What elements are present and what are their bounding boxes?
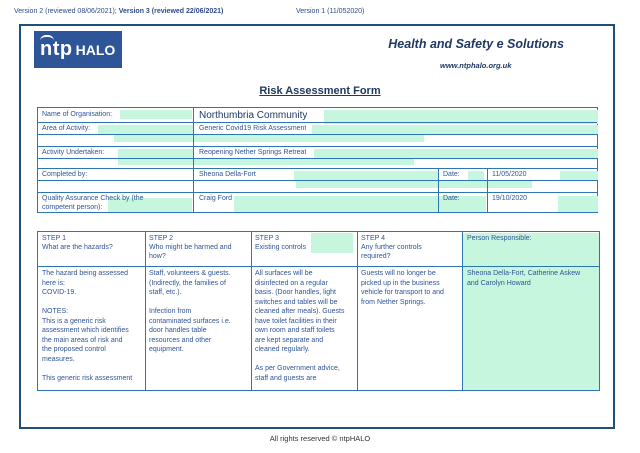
info-table xyxy=(37,107,598,213)
qa-label-line1: Quality Assurance Check by (the xyxy=(42,195,144,202)
qa-date-label: Date: xyxy=(443,195,460,202)
step3-body[interactable]: All surfaces will be disinfected on a regular basis. (Door handles, light switches and tables will be cleaned after meals). Guests have toilet facilities in their own room and staff toilets are kept separate and cleaned regularly. As per Government advice, staff and guests are xyxy=(255,270,345,382)
activity-value[interactable]: Reopening Nether Springs Retreat xyxy=(199,149,307,156)
step2-header: STEP 2 Who might be harmed and how? xyxy=(149,235,232,260)
qa-label-line2: competent person): xyxy=(42,204,103,211)
completed-date-value[interactable]: 11/05/2020 xyxy=(492,171,527,178)
step1-header: STEP 1 What are the hazards? xyxy=(42,235,113,251)
step2-body[interactable]: Staff, volunteers & guests. (Indirectly, the families of staff, etc.). Infection from contaminated surfaces i.e. door handles table resources and other equipment. xyxy=(149,270,231,353)
ntphalo-logo: ntp HALO xyxy=(34,31,122,68)
completed-value[interactable]: Sheona Della-Fort xyxy=(199,171,256,178)
area-value[interactable]: Generic Covid19 Risk Assessment xyxy=(199,125,307,132)
swoosh-icon xyxy=(40,35,54,41)
version-line xyxy=(14,8,223,15)
footer-copyright: All rights reserved © ntpHALO xyxy=(269,434,371,443)
company-name: Health and Safety e Solutions xyxy=(388,37,564,51)
step3-header: STEP 3 Existing controls xyxy=(255,235,306,251)
version-3-note: Version 3 (reviewed 22/06/2021) xyxy=(118,8,224,15)
qa-value[interactable]: Craig Ford xyxy=(199,195,233,202)
completed-date-label: Date: xyxy=(443,171,460,178)
person-responsible-body[interactable]: Sheona Della-Fort, Catherine Askew and Carolyn Howard xyxy=(467,270,581,287)
activity-label: Activity Undertaken: xyxy=(42,149,105,156)
step4-header: STEP 4 Any further controls required? xyxy=(361,235,422,260)
organisation-value[interactable]: Northumbria Community xyxy=(199,110,308,121)
area-label: Area of Activity: xyxy=(42,125,91,132)
qa-date-value[interactable]: 19/10/2020 xyxy=(492,195,528,202)
steps-table xyxy=(37,231,600,391)
version-2-note: Version 2 (reviewed 08/06/2021); xyxy=(14,8,117,15)
form-title: Risk Assessment Form xyxy=(259,85,381,97)
completed-label: Completed by: xyxy=(42,171,88,178)
step4-body[interactable]: Guests will no longer be picked up in the business vehicle for transport to and from Nether Springs. xyxy=(361,270,444,306)
person-responsible-header: Person Responsible: xyxy=(467,235,532,242)
version-1-note: Version 1 (11/052020) xyxy=(296,8,365,15)
step1-body[interactable]: The hazard being assessed here is: COVID-19. NOTES: This is a generic risk assessment which identifies the main areas of risk and the proposed control measures. This generic risk assessment xyxy=(42,270,133,382)
company-url[interactable]: www.ntphalo.org.uk xyxy=(440,61,512,70)
organisation-label: Name of Organisation: xyxy=(42,111,113,118)
